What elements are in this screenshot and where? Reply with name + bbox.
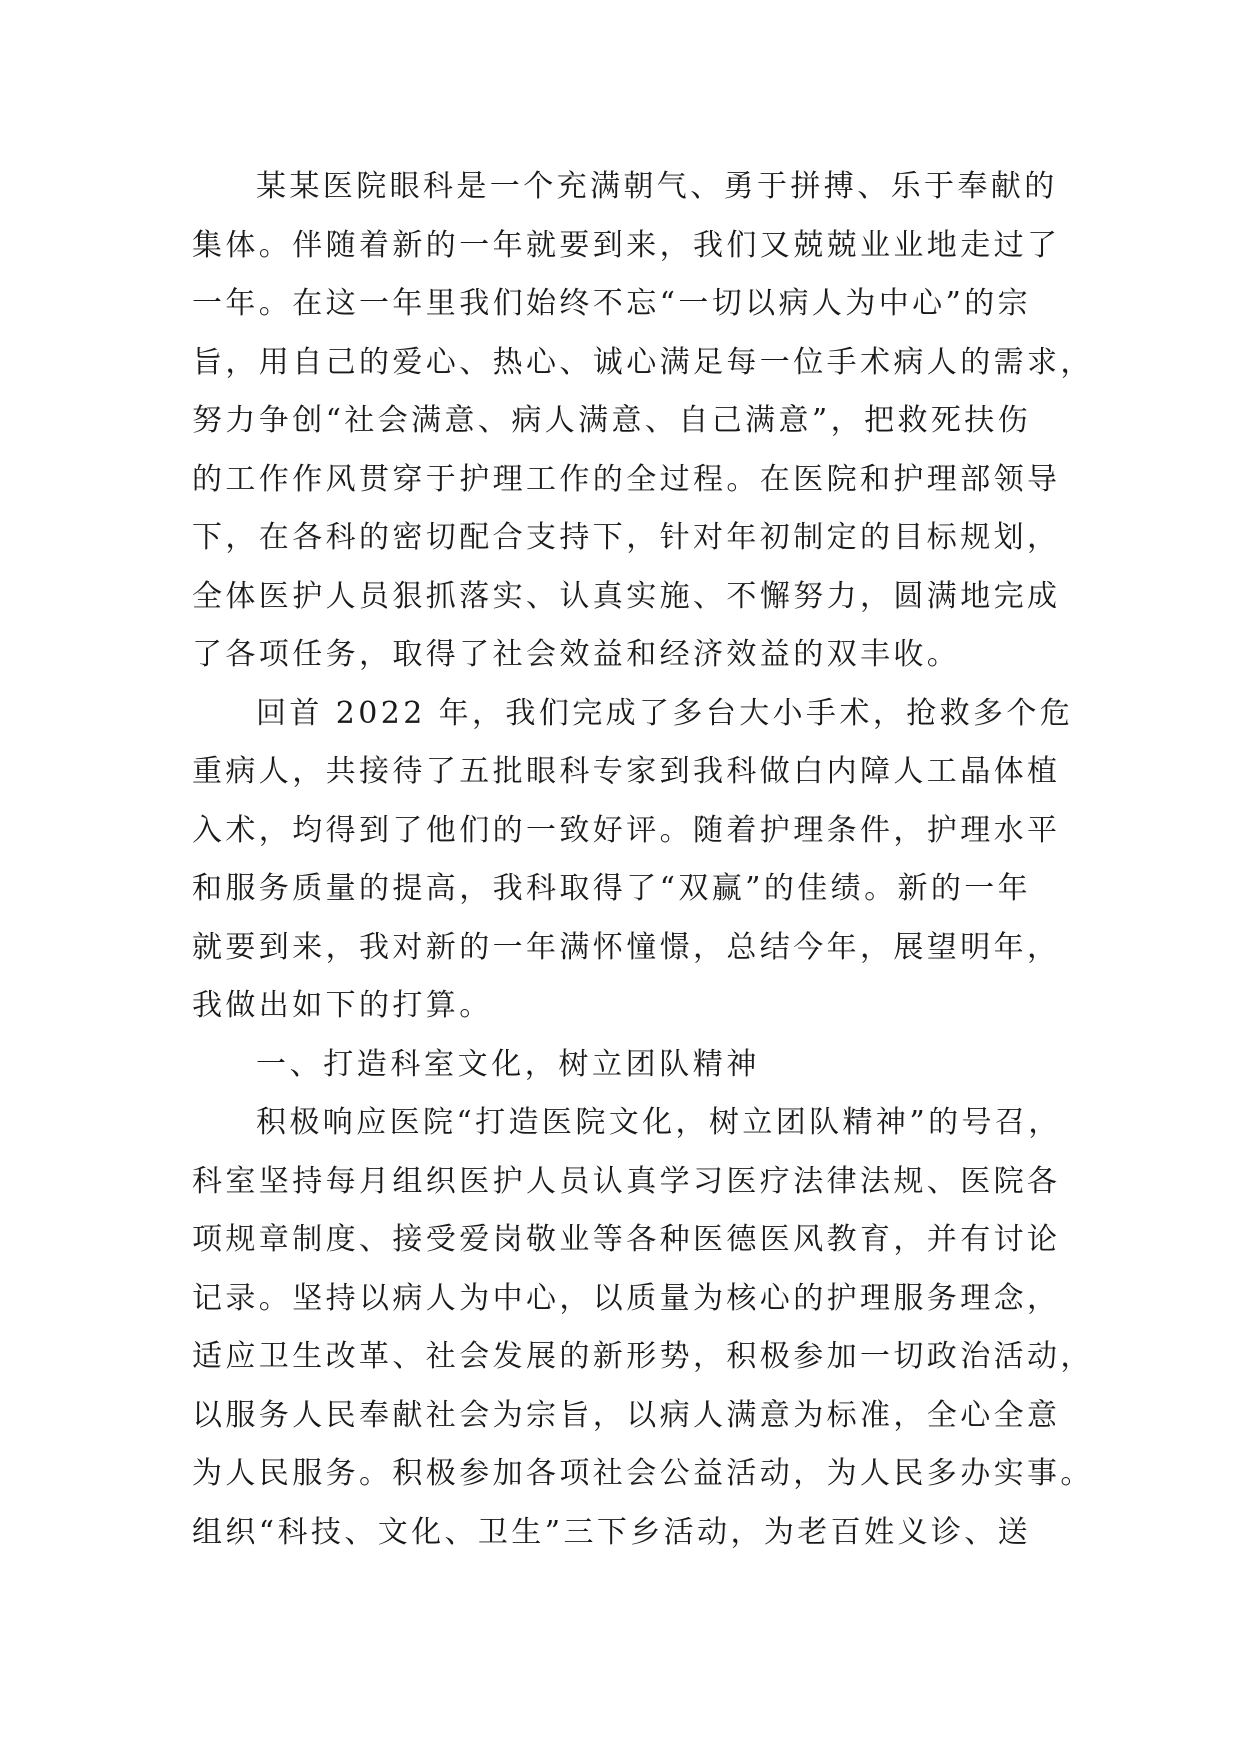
paragraph-1-line-9: 了各项任务，取得了社会效益和经济效益的双丰收。 — [192, 637, 961, 672]
paragraph-1-line-7: 下，在各科的密切配合支持下，针对年初制定的目标规划， — [192, 520, 1061, 555]
paragraph-2-line-6: 我做出如下的打算。 — [192, 988, 493, 1023]
paragraph-1-line-2: 集体。伴随着新的一年就要到来，我们又兢兢业业地走过了 — [192, 227, 1061, 263]
paragraph-3-line-5: 适应卫生改革、社会发展的新形势，积极参加一切政治活动， — [192, 1339, 1094, 1374]
paragraph-3-line-2: 科室坚持每月组织医护人员认真学习医疗法律法规、医院各 — [192, 1163, 1061, 1199]
paragraph-3-line-1: 积极响应医院“打造医院文化，树立团队精神”的号召， — [256, 1105, 1062, 1140]
paragraph-1-line-5: 努力争创“社会满意、病人满意、自己满意”，把救死扶伤 — [192, 403, 1032, 438]
paragraph-3-line-8: 组织“科技、文化、卫生”三下乡活动，为老百姓义诊、送 — [192, 1514, 1032, 1550]
section-heading: 一、打造科室文化，树立团队精神 — [256, 1046, 760, 1082]
paragraph-2-line-2: 重病人，共接待了五批眼科专家到我科做白内障人工晶体植 — [192, 754, 1061, 789]
paragraph-1-line-4: 旨，用自己的爱心、热心、诚心满足每一位手术病人的需求， — [192, 344, 1094, 380]
paragraph-1-line-1: 某某医院眼科是一个充满朝气、勇于拼搏、乐于奉献的 — [256, 169, 1058, 204]
paragraph-3-line-4: 记录。坚持以病人为中心，以质量为核心的护理服务理念， — [192, 1280, 1061, 1316]
paragraph-2-line-1: 回首 2022 年，我们完成了多台大小手术，抢救多个危 — [256, 695, 1074, 731]
paragraph-2-line-3: 入术，均得到了他们的一致好评。随着护理条件，护理水平 — [192, 812, 1061, 848]
paragraph-2-line-5: 就要到来，我对新的一年满怀憧憬，总结今年，展望明年， — [192, 929, 1061, 965]
paragraph-3-line-6: 以服务人民奉献社会为宗旨，以病人满意为标准，全心全意 — [192, 1397, 1061, 1433]
paragraph-3-line-7: 为人民服务。积极参加各项社会公益活动，为人民多办实事。 — [192, 1456, 1094, 1491]
paragraph-3-line-3: 项规章制度、接受爱岗敬业等各种医德医风教育，并有讨论 — [192, 1222, 1061, 1257]
paragraph-1-line-3: 一年。在这一年里我们始终不忘“一切以病人为中心”的宗 — [192, 286, 1032, 321]
paragraph-2-line-4: 和服务质量的提高，我科取得了“双赢”的佳绩。新的一年 — [192, 871, 1032, 906]
document-body — [192, 158, 1094, 1562]
paragraph-1-line-6: 的工作作风贯穿于护理工作的全过程。在医院和护理部领导 — [192, 461, 1061, 497]
paragraph-1-line-8: 全体医护人员狠抓落实、认真实施、不懈努力，圆满地完成 — [192, 578, 1061, 614]
